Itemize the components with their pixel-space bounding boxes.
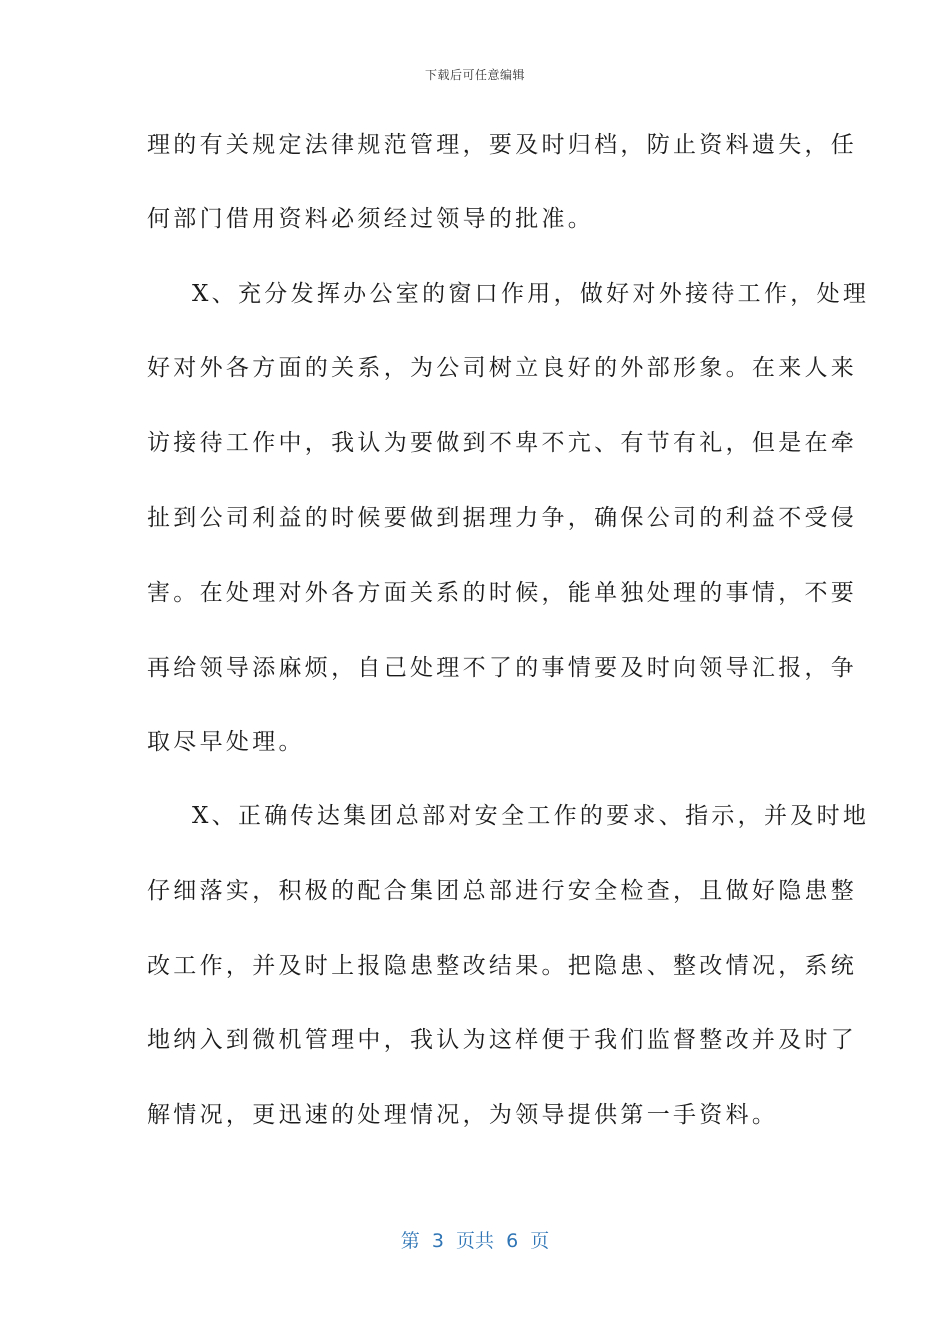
download-note: 下载后可任意编辑 <box>424 68 525 82</box>
text-line: 取尽早处理。 <box>147 729 305 755</box>
text-line: X、充分发挥办公室的窗口作用，做好对外接待工作，处理 <box>192 281 870 307</box>
text-line: 扯到公司利益的时候要做到据理力争，确保公司的利益不受侵 <box>147 505 858 531</box>
text-line: 访接待工作中，我认为要做到不卑不亢、有节有礼，但是在牵 <box>147 430 858 456</box>
text-line: 仔细落实，积极的配合集团总部进行安全检查，且做好隐患整 <box>147 878 858 904</box>
text-line: 改工作，并及时上报隐患整改结果。把隐患、整改情况，系统 <box>147 953 858 979</box>
text-line: X、正确传达集团总部对安全工作的要求、指示，并及时地 <box>192 803 870 829</box>
text-line: 再给领导添麻烦，自己处理不了的事情要及时向领导汇报，争 <box>147 655 858 681</box>
text-line: 解情况，更迅速的处理情况，为领导提供第一手资料。 <box>147 1102 779 1128</box>
text-line: 地纳入到微机管理中，我认为这样便于我们监督整改并及时了 <box>147 1027 858 1053</box>
text-line: 理的有关规定法律规范管理，要及时归档，防止资料遗失，任 <box>147 132 858 158</box>
page-number: 第 3 页共 6 页 <box>400 1230 550 1252</box>
text-line: 害。在处理对外各方面关系的时候，能单独处理的事情，不要 <box>147 580 858 606</box>
text-line: 好对外各方面的关系，为公司树立良好的外部形象。在来人来 <box>147 355 858 381</box>
text-line: 何部门借用资料必须经过领导的批准。 <box>147 206 595 232</box>
